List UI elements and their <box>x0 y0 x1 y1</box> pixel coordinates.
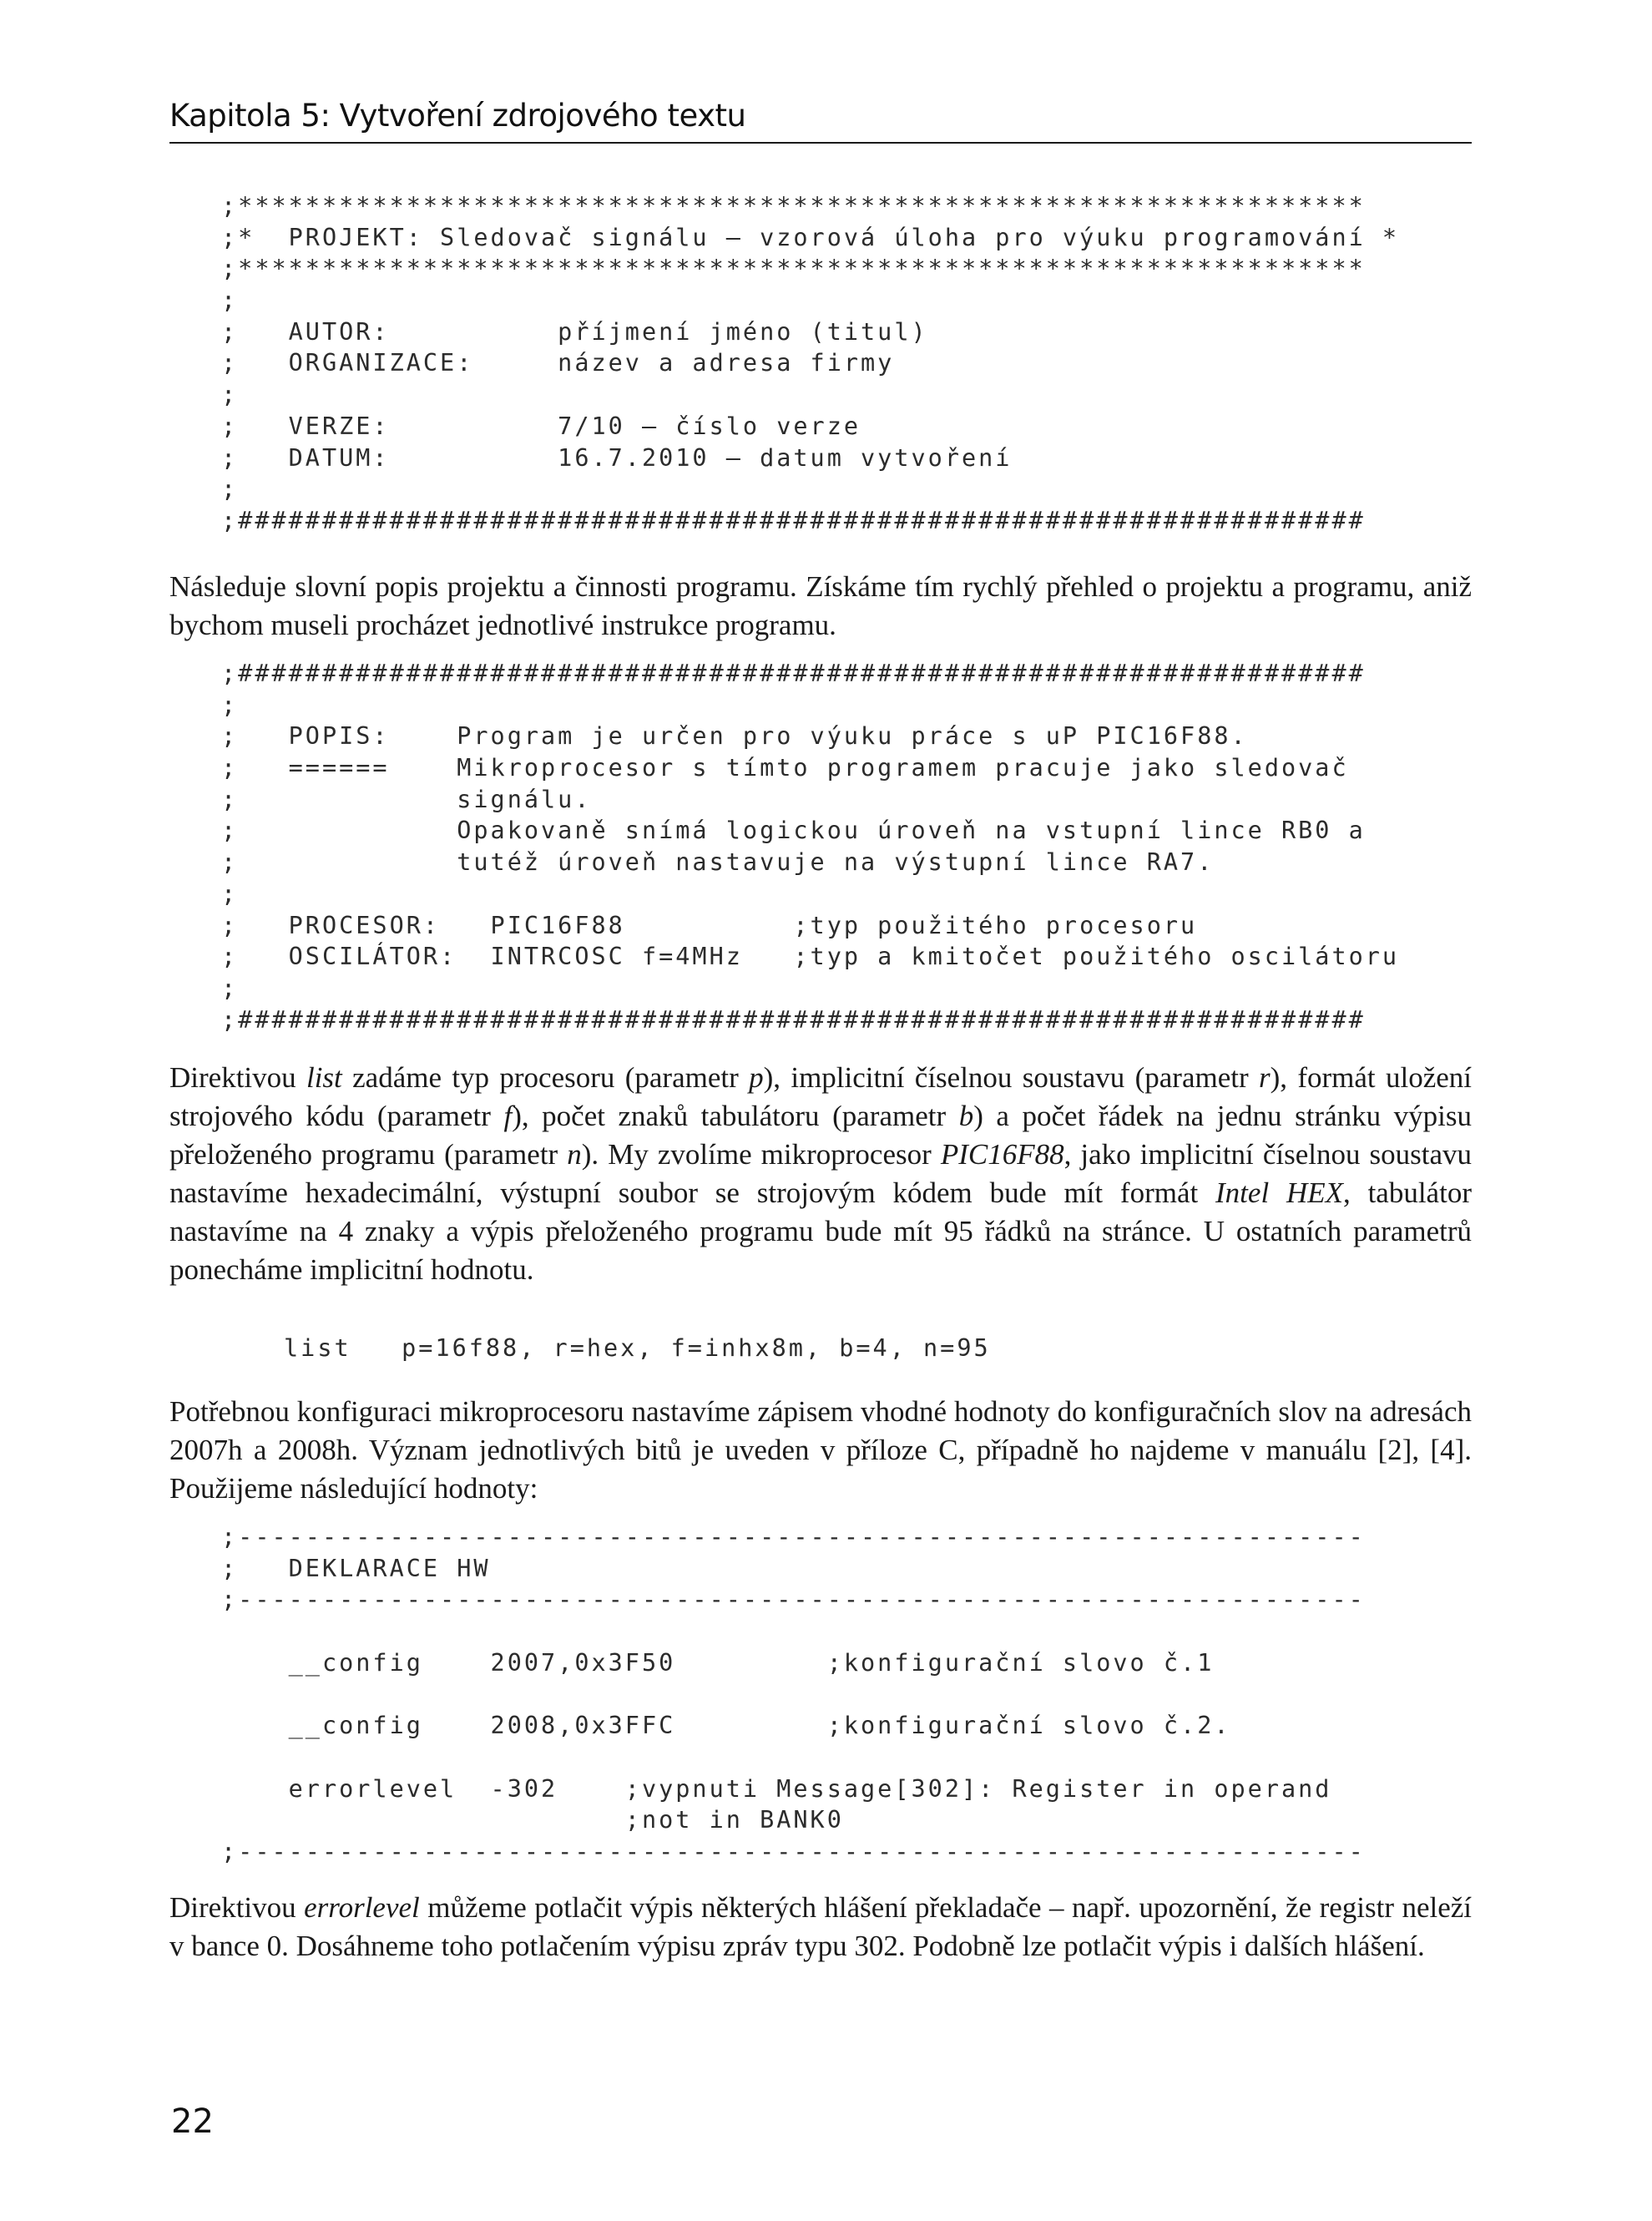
code-block-hw-declaration <box>221 1521 1366 1868</box>
paragraph-configuration: Potřebnou konfiguraci mikroprocesoru nastavíme zápisem vhodné hodnoty do konfiguračních slov na adresách 2007h a 2008h. Význam jednotlivých bitů je uveden v příloze C, případně ho najdeme v manuálu [2], [4]. Použijeme následující hodnoty: <box>169 1395 1472 1505</box>
italic-term: Intel HEX <box>1215 1176 1344 1209</box>
code-line: ; <box>221 286 239 315</box>
italic-term: b <box>958 1100 974 1132</box>
code-line: ; AUTOR: příjmení jméno (titul) <box>221 317 928 346</box>
code-line: ; <box>221 974 239 1002</box>
code-block-description-comment <box>221 658 1399 1035</box>
code-line: ;* PROJEKT: Sledovač signálu – vzorová úloha pro výuku programování * <box>221 223 1400 251</box>
code-line: ; signálu. <box>221 785 592 813</box>
code-line: __config 2007,0x3F50 ;konfigurační slovo č.1 <box>221 1648 1215 1677</box>
code-line: ;******************************************************************* <box>221 192 1366 220</box>
text-segment: ). My zvolíme mikroprocesor <box>581 1138 941 1171</box>
italic-term: f <box>503 1100 513 1132</box>
code-line: __config 2008,0x3FFC ;konfigurační slovo č.2. <box>221 1712 1231 1740</box>
code-line: ; Opakovaně snímá logickou úroveň na vstupní lince RB0 a <box>221 817 1366 845</box>
code-line: ;################################################################### <box>221 660 1366 687</box>
code-line: ; <box>221 381 239 409</box>
code-block-header-comment <box>221 190 1399 537</box>
code-line: ; <box>221 879 239 908</box>
code-line: ;------------------------------------------------------------------- <box>221 1586 1366 1614</box>
italic-term: PIC16F88 <box>940 1138 1064 1171</box>
text-segment: zadáme typ procesoru (parametr <box>341 1061 750 1094</box>
code-line: ; ====== Mikroprocesor s tímto programem pracuje jako sledovač <box>221 754 1349 782</box>
code-line: ; DEKLARACE HW <box>221 1554 491 1582</box>
code-line: ;------------------------------------------------------------------- <box>221 1837 1366 1865</box>
code-line: ; VERZE: 7/10 – číslo verze <box>221 412 861 440</box>
code-line: ; POPIS: Program je určen pro výuku práce s uP PIC16F88. <box>221 722 1248 751</box>
chapter-title: Kapitola 5: Vytvoření zdrojového textu <box>169 98 746 134</box>
text-segment: , tabulátor nastavíme na 4 znaky a výpis přeloženého programu bude mít 95 řádků na stránce. U ostatních parametrů ponecháme implicitní hodnotu. <box>169 1176 1472 1286</box>
code-line <box>221 1678 1366 1710</box>
page-number: 22 <box>171 2102 214 2141</box>
italic-term: list <box>306 1061 342 1094</box>
code-line: ; <box>221 475 239 503</box>
code-line: ; ORGANIZACE: název a adresa firmy <box>221 349 895 377</box>
paragraph-project-description: Následuje slovní popis projektu a činnosti programu. Získáme tím rychlý přehled o projektu a programu, aniž bychom museli procházet jednotlivé instrukce programu. <box>169 570 1472 641</box>
italic-term: n <box>567 1138 582 1171</box>
text-segment: Direktivou <box>169 1891 305 1924</box>
code-line <box>221 1616 1366 1647</box>
text-segment: ), počet znaků tabulátoru (parametr <box>512 1100 959 1132</box>
italic-term: r <box>1258 1061 1271 1094</box>
text-segment: , jako implicitní číselnou soustavu nastavíme hexadecimální, výstupní soubor se strojovým kódem bude mít formát <box>169 1138 1473 1209</box>
code-line: ; DATUM: 16.7.2010 – datum vytvoření <box>221 443 1013 472</box>
text-segment: ), implicitní číselnou soustavu (parametr <box>763 1061 1259 1094</box>
text-segment: ), formát uložení strojového kódu (parametr <box>169 1061 1472 1132</box>
page-header <box>169 90 1472 144</box>
code-line: ; <box>221 691 239 719</box>
text-segment: můžeme potlačit výpis některých hlášení překladače – např. upozornění, že registr neleží v bance 0. Dosáhneme toho potlačením výpisu zpráv typu 302. Podobně lze potlačit výpis i dalších hlášení. <box>169 1891 1473 1962</box>
paragraph-errorlevel <box>169 1889 1472 1966</box>
code-line: ;################################################################### <box>221 506 1366 534</box>
text-segment: Direktivou <box>169 1061 306 1094</box>
code-line: ; OSCILÁTOR: INTRCOSC f=4MHz ;typ a kmitočet použitého oscilátoru <box>221 943 1400 971</box>
italic-term: errorlevel <box>304 1891 420 1924</box>
code-list-directive: list p=16f88, r=hex, f=inhx8m, b=4, n=95 <box>284 1334 991 1362</box>
code-line: ;not in BANK0 <box>221 1806 844 1834</box>
code-line: errorlevel -302 ;vypnuti Message[302]: Register in operand <box>221 1774 1332 1803</box>
code-line: ; PROCESOR: PIC16F88 ;typ použitého procesoru <box>221 911 1198 939</box>
code-line: ; tutéž úroveň nastavuje na výstupní lince RA7. <box>221 848 1215 877</box>
code-line: ;******************************************************************* <box>221 255 1366 283</box>
paragraph-list-directive <box>169 1059 1472 1289</box>
code-line <box>221 1742 1366 1773</box>
italic-term: p <box>749 1061 764 1094</box>
code-line: ;------------------------------------------------------------------- <box>221 1523 1366 1551</box>
code-line: ;################################################################### <box>221 1005 1366 1034</box>
text-segment: ) a počet řádek na jednu stránku výpisu přeloženého programu (parametr <box>169 1100 1473 1171</box>
